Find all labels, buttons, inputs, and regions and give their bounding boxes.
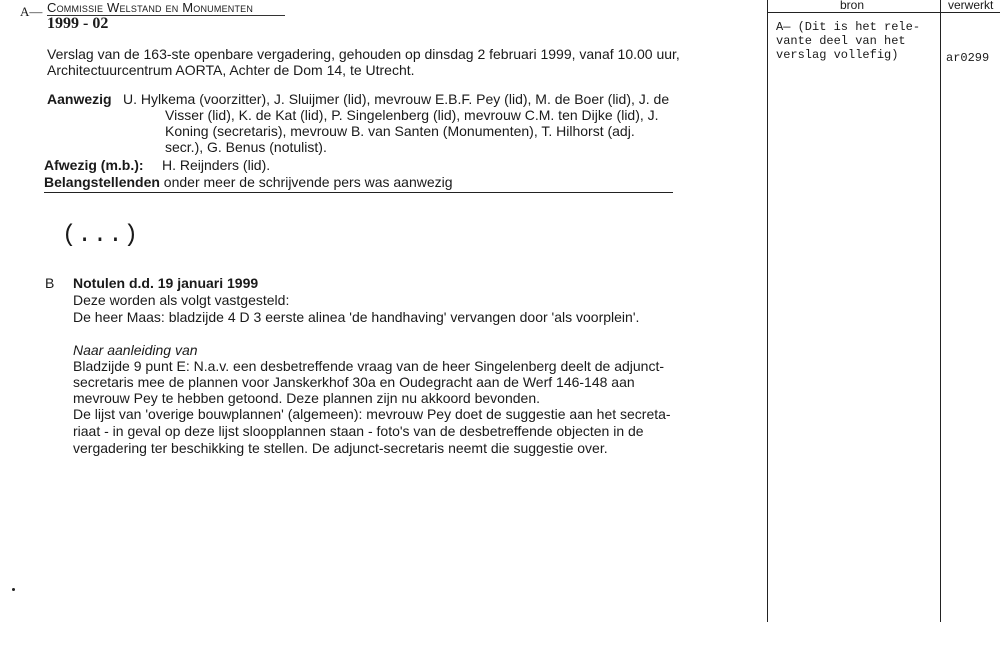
- paragraph-line: Bladzijde 9 punt E: N.a.v. een desbetreffende vraag van de heer Singelenberg deelt de adjunct-: [73, 358, 665, 374]
- present-line-4: secr.), G. Benus (notulist).: [165, 139, 327, 155]
- column-header-bron: bron: [840, 0, 865, 12]
- section-subheading: Naar aanleiding van: [73, 342, 198, 358]
- paragraph-line: De lijst van 'overige bouwplannen' (algemeen): mevrouw Pey doet de suggestie aan het secreta-: [73, 406, 671, 422]
- present-label: Aanwezig: [47, 91, 112, 107]
- paragraph-line: riaat - in geval op deze lijst sloopplannen staan - foto's van de desbetreffende objecten in de: [73, 423, 644, 439]
- interested-line: [44, 174, 453, 190]
- interested-label: Belangstellenden: [44, 174, 160, 190]
- header-divider: [44, 192, 673, 193]
- bron-line: A— (Dit is het rele-: [776, 20, 921, 34]
- interested-text: onder meer de schrijvende pers was aanwezig: [159, 174, 453, 190]
- verwerkt-cell: ar0299: [946, 51, 990, 65]
- report-line: Verslag van de 163-ste openbare vergadering, gehouden op dinsdag 2 februari 1999, vanaf 10.00 uur,: [47, 46, 680, 62]
- paragraph-line: mevrouw Pey te hebben getoond. Deze plannen zijn nu akkoord bevonden.: [73, 390, 540, 406]
- column-header-verwerkt: verwerkt: [948, 0, 994, 12]
- present-line-3: Koning (secretaris), mevrouw B. van Santen (Monumenten), T. Hilhorst (adj.: [165, 123, 635, 139]
- absent-label: Afwezig (m.b.):: [44, 157, 144, 173]
- margin-marker: A—: [20, 4, 43, 19]
- report-line: Architectuurcentrum AORTA, Achter de Dom 14, te Utrecht.: [47, 62, 415, 78]
- present-line-2: Visser (lid), K. de Kat (lid), P. Singelenberg (lid), mevrouw C.M. ten Dijke (lid), J.: [165, 107, 659, 123]
- report-intro: [47, 46, 680, 78]
- bron-cell: [776, 20, 920, 62]
- omission-ellipsis: (...): [62, 222, 140, 249]
- paragraph-line: vergadering ter beschikking te stellen. De adjunct-secretaris neemt die suggestie over.: [73, 440, 608, 456]
- section-title: Notulen d.d. 19 januari 1999: [73, 275, 259, 291]
- bron-line: verslag vollefig): [776, 48, 899, 62]
- bron-line: vante deel van het: [776, 34, 906, 48]
- table-column-border-left: [767, 0, 768, 622]
- section-line: De heer Maas: bladzijde 4 D 3 eerste alinea 'de handhaving' vervangen door 'als voorplein'.: [73, 309, 640, 325]
- table-header-rule: [767, 12, 1000, 13]
- scan-speck: [12, 588, 15, 591]
- commission-name: Commissie Welstand en Monumenten: [47, 0, 254, 15]
- section-letter: B: [45, 275, 55, 291]
- meeting-code: 1999 - 02: [47, 15, 109, 32]
- table-column-border-middle: [940, 0, 941, 622]
- paragraph-line: secretaris mee de plannen voor Janskerkhof 30a en Oudegracht aan de Werf 146-148 aan: [73, 374, 635, 390]
- absent-names: H. Reijnders (lid).: [162, 157, 271, 173]
- present-line-1: U. Hylkema (voorzitter), J. Sluijmer (lid), mevrouw E.B.F. Pey (lid), M. de Boer (lid), J. de: [123, 91, 670, 107]
- section-line: Deze worden als volgt vastgesteld:: [73, 292, 290, 308]
